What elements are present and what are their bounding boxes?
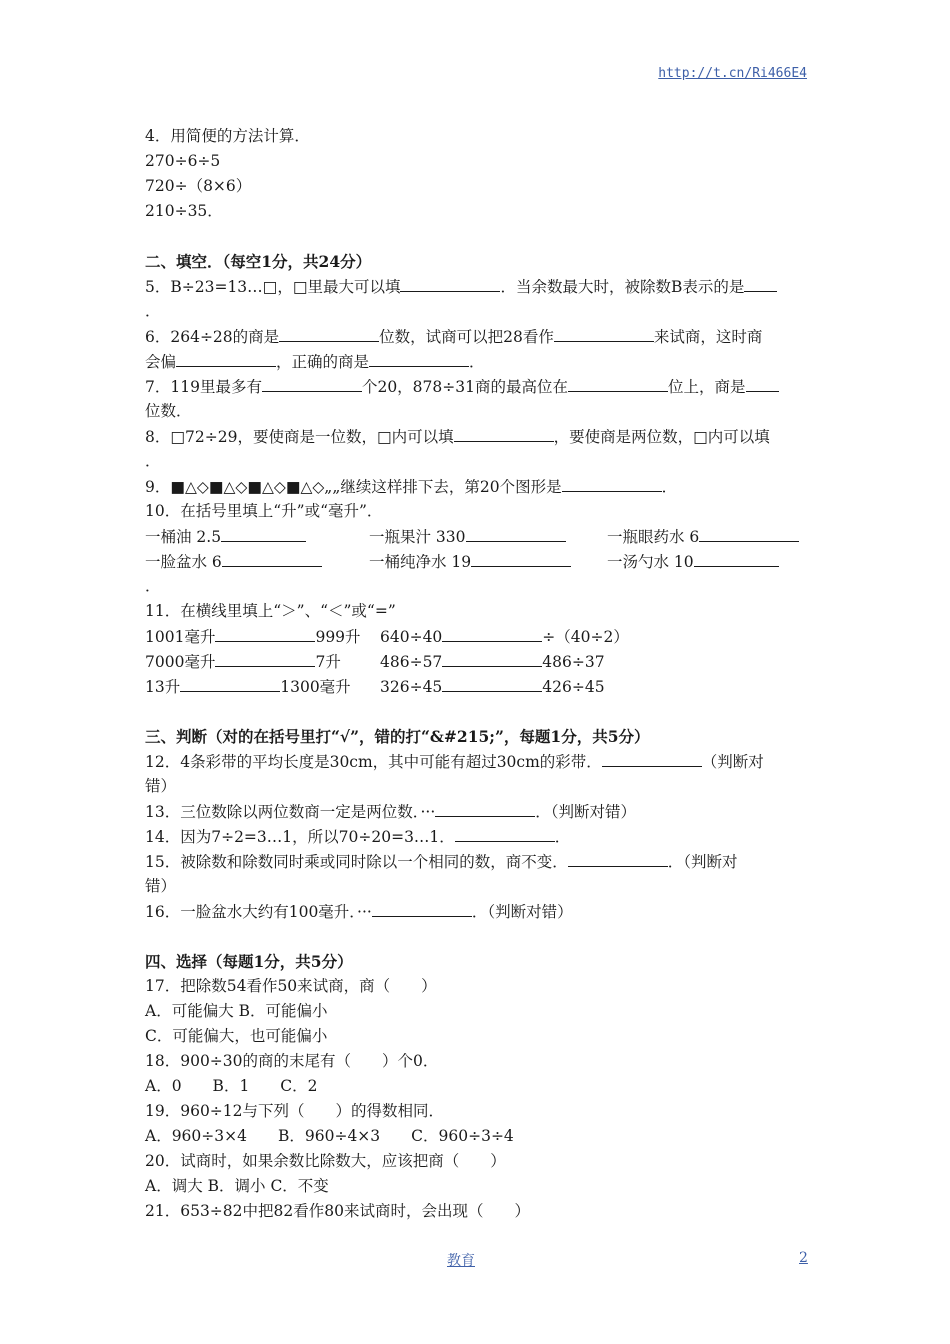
q18-options: A．0 B．1 C．2 — [145, 1077, 318, 1095]
blank[interactable] — [372, 899, 472, 917]
q13: 13．三位数除以两位数商一定是两位数．··· ．（判断对错） — [145, 799, 810, 824]
blank[interactable] — [554, 324, 654, 342]
q4-line-3: 210÷35． — [145, 202, 223, 220]
q17-options-2: C．可能偏大，也可能偏小 — [145, 1027, 328, 1045]
section-3-heading: 三、判断（对的在括号里打“√”，错的打“&#215;”，每题1分，共5分） — [145, 727, 650, 746]
q11-title: 11．在横线里填上“＞”、“＜”或“=” — [145, 602, 396, 620]
blank[interactable] — [221, 524, 306, 542]
blank[interactable] — [279, 324, 379, 342]
blank[interactable] — [746, 374, 779, 392]
q14: 14．因为7÷2=3…1，所以70÷20=3…1． ． — [145, 824, 810, 849]
q19: 19．960÷12与下列（ ）的得数相同． — [145, 1102, 445, 1120]
blank[interactable] — [699, 524, 799, 542]
blank[interactable] — [442, 649, 542, 667]
blank[interactable] — [400, 274, 500, 292]
q7-cont: 位数． — [145, 402, 192, 420]
blank[interactable] — [369, 349, 469, 367]
q8-end: ． — [145, 452, 161, 470]
section-4-heading: 四、选择（每题1分，共5分） — [145, 952, 353, 971]
q6: 6．264÷28的商是 位数，试商可以把28看作 来试商，这时商 — [145, 324, 810, 349]
q4-line-2: 720÷（8×6） — [145, 177, 252, 195]
q10-row-2: 一脸盆水 6 一桶纯净水 19 一汤勺水 10 — [145, 549, 810, 574]
q7: 7．119里最多有 个20，878÷31商的最高位在 位上，商是 — [145, 374, 810, 399]
blank[interactable] — [454, 424, 554, 442]
q5: 5．B÷23=13…□，□里最大可以填 ．当余数最大时，被除数B表示的是 — [145, 274, 810, 299]
page-content — [145, 124, 810, 1224]
blank[interactable] — [471, 549, 571, 567]
q11-row-2: 7000毫升 7升 486÷57 486÷37 — [145, 649, 810, 674]
q17: 17．把除数54看作50来试商，商（ ） — [145, 977, 437, 995]
q4-line-1: 270÷6÷5 — [145, 152, 221, 170]
page-number: 2 — [799, 1250, 808, 1266]
blank[interactable] — [176, 349, 276, 367]
blank[interactable] — [744, 274, 777, 292]
blank[interactable] — [435, 799, 535, 817]
q19-options: A．960÷3×4 B．960÷4×3 C．960÷3÷4 — [145, 1127, 514, 1145]
blank[interactable] — [215, 649, 315, 667]
q4-title: 4．用简便的方法计算． — [145, 127, 310, 145]
blank[interactable] — [442, 624, 542, 642]
q17-options-1: A．可能偏大 B．可能偏小 — [145, 1002, 328, 1020]
blank[interactable] — [262, 374, 362, 392]
blank[interactable] — [568, 374, 668, 392]
q15: 15．被除数和除数同时乘或同时除以一个相同的数，商不变． ．（判断对 — [145, 849, 810, 874]
blank[interactable] — [466, 524, 566, 542]
section-2-heading: 二、填空．（每空1分，共24分） — [145, 252, 372, 271]
q15-cont: 错） — [145, 877, 177, 895]
q9: 9．■△◇■△◇■△◇■△◇„„继续这样排下去，第20个图形是 ． — [145, 474, 810, 499]
blank[interactable] — [442, 674, 542, 692]
q21: 21．653÷82中把82看作80来试商时，会出现（ ） — [145, 1202, 530, 1220]
blank[interactable] — [222, 549, 322, 567]
blank[interactable] — [180, 674, 280, 692]
blank[interactable] — [602, 749, 702, 767]
blank[interactable] — [455, 824, 555, 842]
q12: 12．4条彩带的平均长度是30cm，其中可能有超过30cm的彩带． （判断对 — [145, 749, 810, 774]
q16: 16．一脸盆水大约有100毫升．··· ．（判断对错） — [145, 899, 810, 924]
blank[interactable] — [215, 624, 315, 642]
q10-title: 10．在括号里填上“升”或“毫升”． — [145, 502, 383, 520]
q18: 18．900÷30的商的末尾有（ ）个0． — [145, 1052, 439, 1070]
q11-row-3: 13升 1300毫升 326÷45 426÷45 — [145, 674, 810, 699]
blank[interactable] — [694, 549, 779, 567]
q12-cont: 错） — [145, 777, 177, 795]
q11-row-1: 1001毫升 999升 640÷40 ÷（40÷2） — [145, 624, 810, 649]
q8: 8．□72÷29，要使商是一位数，□内可以填 ，要使商是两位数，□内可以填 — [145, 424, 810, 449]
q20: 20．试商时，如果余数比除数大，应该把商（ ） — [145, 1152, 506, 1170]
footer-link[interactable]: 教育 — [447, 1253, 475, 1269]
blank[interactable] — [562, 474, 662, 492]
q6-cont: 会偏 ，正确的商是 ． — [145, 349, 810, 374]
q20-options: A．调大 B．调小 C．不变 — [145, 1177, 329, 1195]
q10-end: ． — [145, 577, 161, 595]
q5-end: ． — [145, 302, 161, 320]
header-link[interactable]: http://t.cn/Ri466E4 — [658, 66, 807, 81]
q10-row-1: 一桶油 2.5 一瓶果汁 330 一瓶眼药水 6 — [145, 524, 810, 549]
blank[interactable] — [568, 849, 668, 867]
